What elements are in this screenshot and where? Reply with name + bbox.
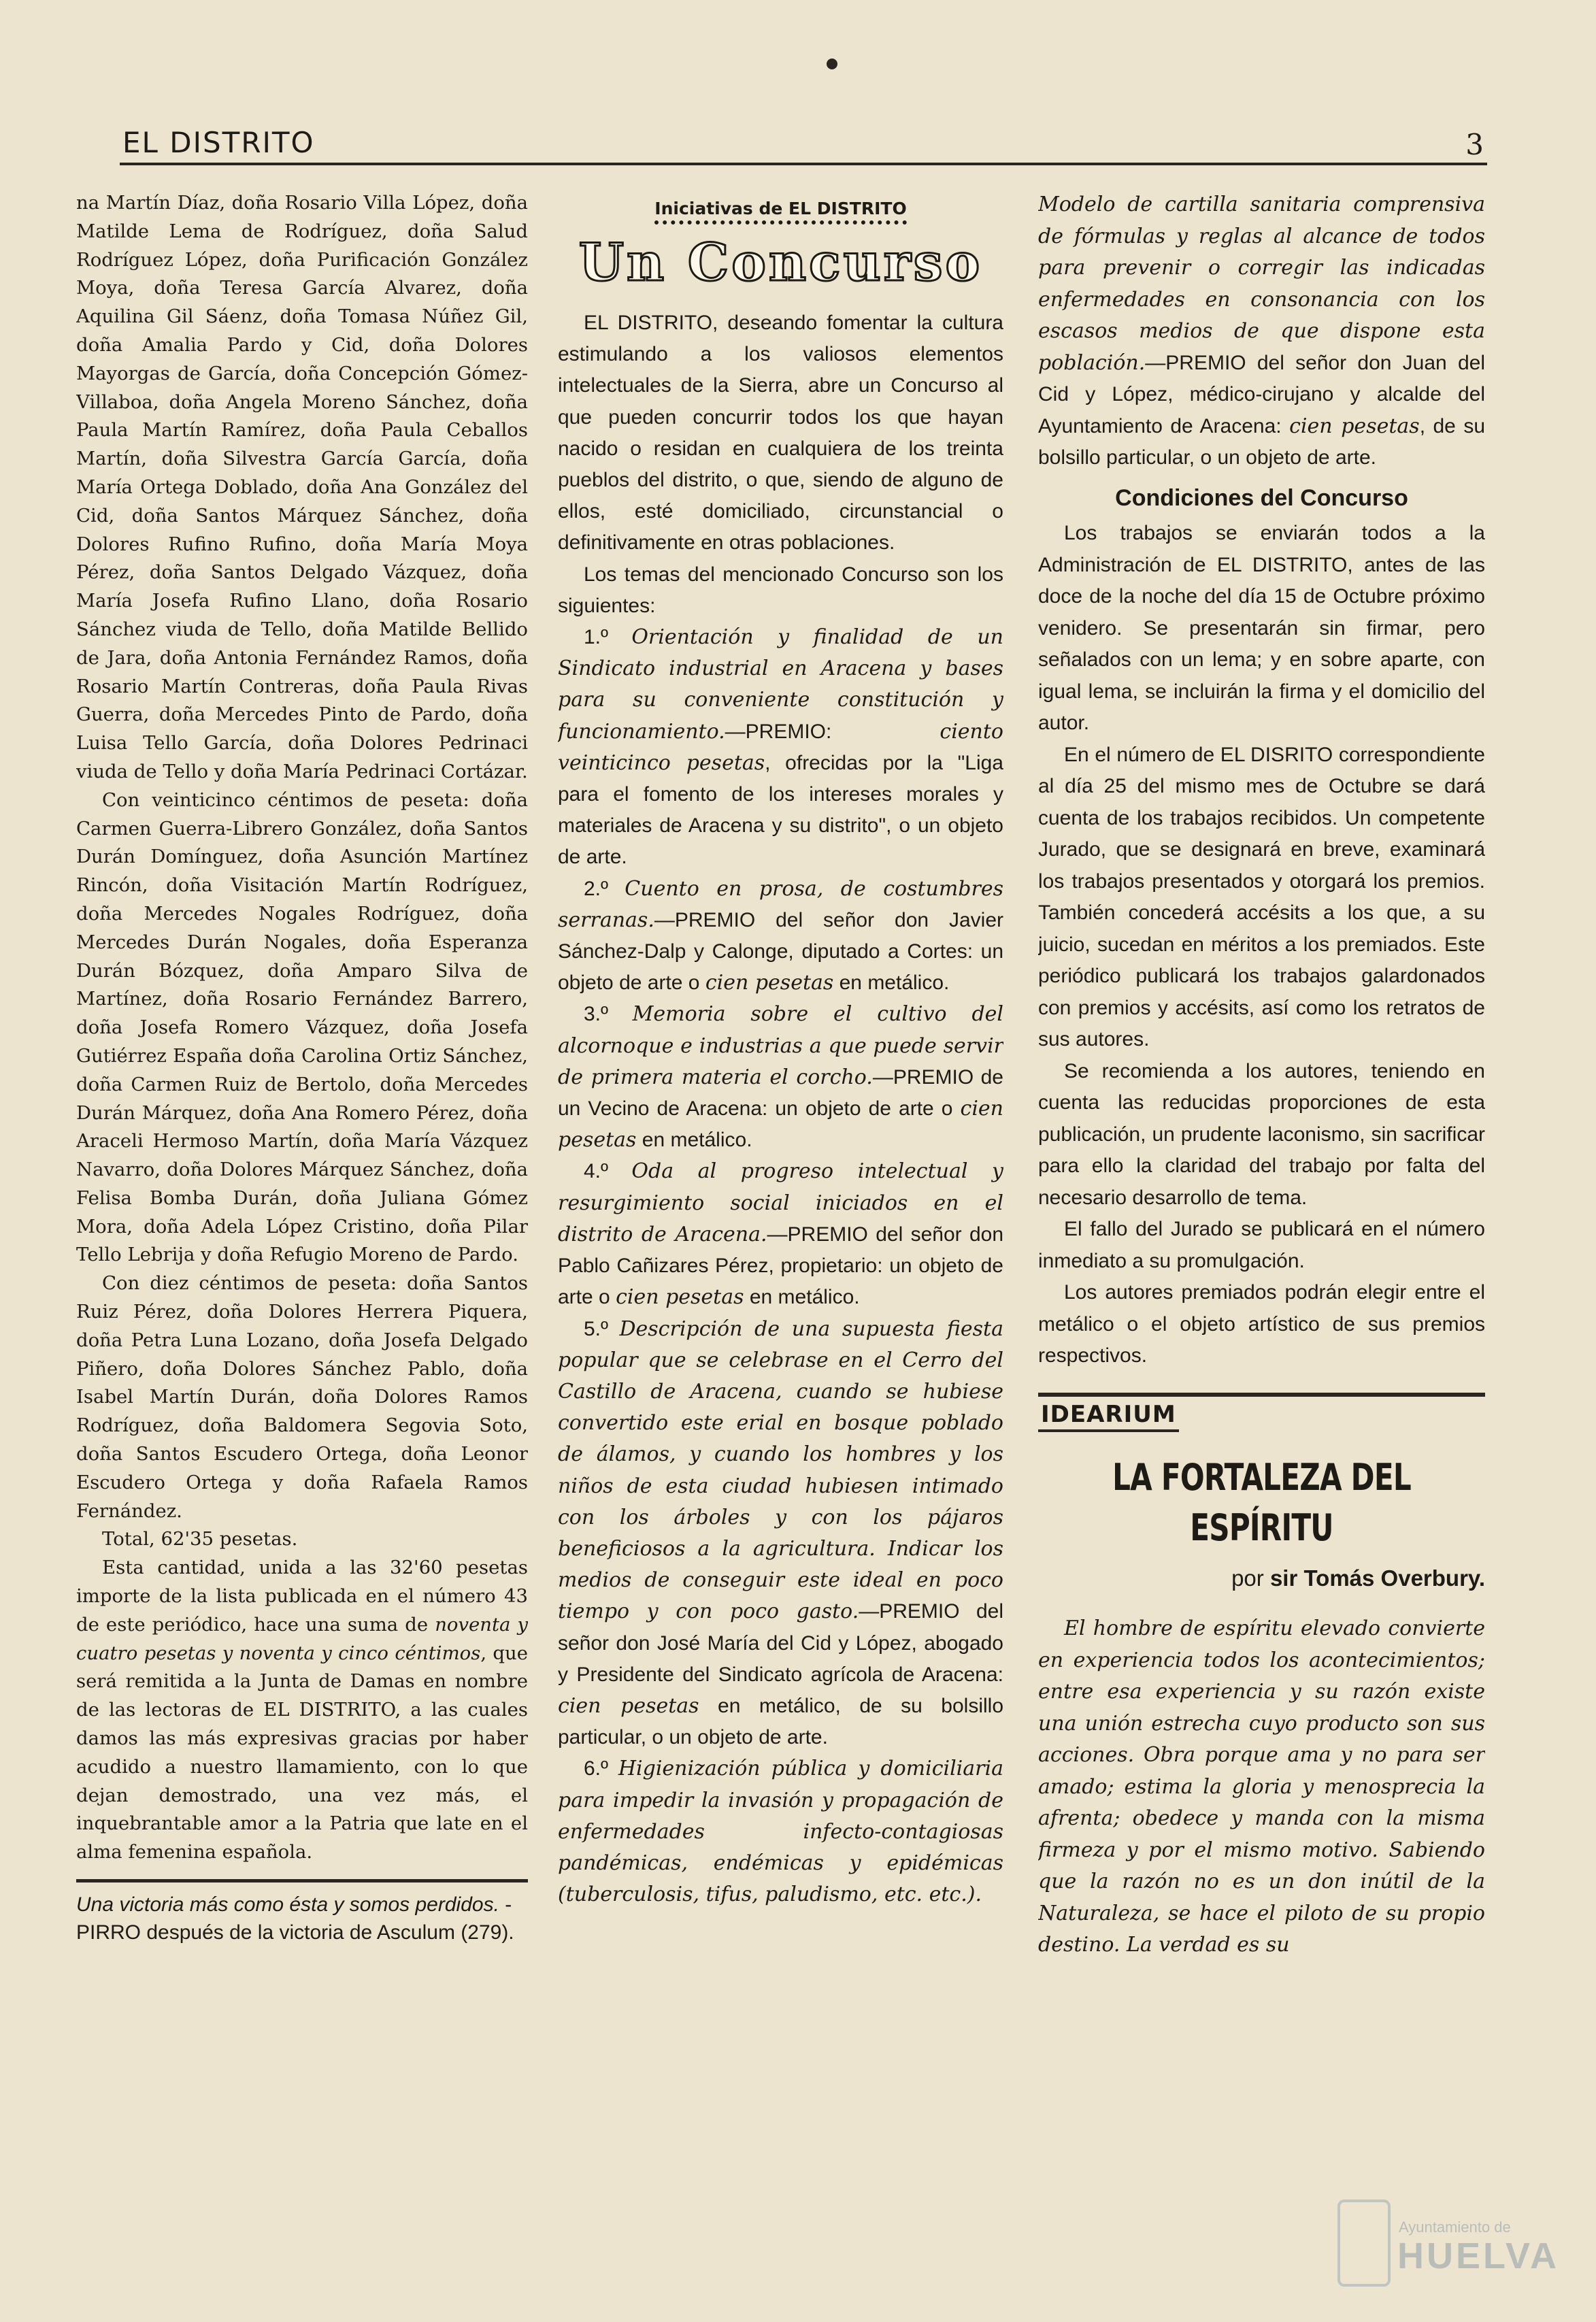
tema-6-continued: Modelo de cartilla sanitaria comprensiva de fórmulas y reglas al alcance de todos para prevenir o corregir las indicadas enfermedades en consonancia con los escasos medios de que dispone esta población.—PREMIO del señor don Juan del Cid y López, médico-cirujano y alcalde del Ayuntamiento de Aracena: cien pesetas, de su bolsillo particular, o un objeto de arte. bbox=[1038, 193, 1485, 469]
tema-6: 6.º Higienización pública y domiciliaria para impedir la invasión y propagación de enfermedades infecto-contagiosas pandémicas, endémicas y epidémicas (tuberculosis, tifus, paludismo, etc. etc.). bbox=[558, 1757, 1003, 1907]
donation-summary: Esta cantidad, unida a las 32'60 pesetas importe de la lista publicada en el número 43 de este periódico, hace una suma de noventa y cuatro pesetas y noventa y cinco céntimos, que será remitida a la Junta de Damas en nombre de las lectoras de EL DISTRITO, a las cuales damos las más expresivas gracias por haber acudido a nuestro llamamiento, con lo que dejan demostrado, una vez más, el inquebrantable amor a la Patria que late en el alma femenina española. bbox=[76, 1557, 528, 1863]
conditions-p3: Se recomienda a los autores, teniendo en cuenta las reducidas proporciones de esta publicación, un prudente laconismo, sin sacrificar para ello la claridad del trabajo por falta del necesario desarrollo de tema. bbox=[1038, 1059, 1485, 1209]
city-crest-icon bbox=[1337, 2200, 1391, 2287]
section-label-idearium: IDEARIUM bbox=[1038, 1399, 1179, 1432]
conditions-p5: Los autores premiados podrán elegir entre el metálico o el objeto artístico de sus premios respectivos. bbox=[1038, 1281, 1485, 1367]
conditions-p2: En el número de EL DISRITO correspondiente al día 25 del mismo mes de Octubre se dará cuenta de los trabajos recibidos. Un competente Jurado, que se designará en breve, examinará los trabajos presentados y otorgará los premios. También concederá accésits a los que, a su juicio, sucedan en méritos a los premiados. Este periódico publicará los trabajos galardonados con premios y accésits, así como los retratos de sus autores. bbox=[1038, 743, 1485, 1050]
header-rule bbox=[120, 163, 1487, 165]
masthead-title: EL DISTRITO bbox=[122, 126, 315, 159]
column-right bbox=[1038, 189, 1485, 2149]
column-middle bbox=[558, 189, 1003, 2149]
section-divider bbox=[1038, 1393, 1485, 1397]
tema-4: 4.º Oda al progreso intelectual y resurgimiento social iniciados en el distrito de Aracena.—PREMIO del señor don Pablo Cañizares Pérez, propietario: un objeto de arte o cien pesetas en metálico. bbox=[558, 1159, 1003, 1310]
article-title-fortaleza: LA FORTALEZA DEL ESPÍRITU bbox=[1112, 1455, 1411, 1549]
watermark-line2: HUELVA bbox=[1397, 2236, 1559, 2276]
ink-dot bbox=[827, 59, 837, 69]
conditions-heading: Condiciones del Concurso bbox=[1115, 484, 1408, 511]
article-byline: por sir Tomás Overbury. bbox=[1231, 1565, 1485, 1591]
tema-1: 1.º Orientación y finalidad de un Sindicato industrial en Aracena y bases para su conveniente constitución y funcionamiento.—PREMIO: ciento veinticinco pesetas, ofrecidas por la "Liga para el fomento de los intereses morales y materiales de Aracena y su distrito", o un objeto de arte. bbox=[558, 625, 1003, 869]
huelva-watermark bbox=[1337, 2193, 1559, 2295]
article-body-fortaleza: El hombre de espíritu elevado convierte en experiencia todos los acontecimientos; entre esa experiencia y su razón existe una unión estrecha cuyo producto son sus acciones. Obra porque ama y no para ser amado; estima la gloria y menosprecia la afrenta; obedece y manda con la misma firmeza y por el mismo motivo. Sabiendo que la razón no es un don inútil de la Naturaleza, se hace el piloto de su propio destino. La verdad es su bbox=[1038, 1616, 1485, 1957]
donor-list-25-centimos: Con veinticinco céntimos de peseta: doña Carmen Guerra-Librero González, doña Santos Durán Domínguez, doña Asunción Martínez Rincón, doña Visitación Martín Rodríguez, doña Mercedes Nogales Rodríguez, doña Mercedes Durán Nogales, doña Esperanza Durán Bózquez, doña Amparo Silva de Martínez, doña Rosario Fernández Barrero, doña Josefa Romero Vázquez, doña Josefa Gutiérrez España doña Carolina Ortiz Sánchez, doña Carmen Ruiz de Bertolo, doña Mercedes Durán Márquez, doña Ana Romero Pérez, doña Araceli Hermoso Martín, doña María Vázquez Navarro, doña Dolores Márquez Sánchez, doña Felisa Bomba Durán, doña Juliana Gómez Mora, doña Adela López Cristino, doña Pilar Tello Lebrija y doña Refugio Moreno de Pardo. bbox=[76, 789, 528, 1266]
temas-intro: Los temas del mencionado Concurso son los siguientes: bbox=[558, 563, 1003, 617]
conditions-p1: Los trabajos se enviarán todos a la Administración de EL DISTRITO, antes de las doce de la noche del día 15 de Octubre próximo venidero. Se presentarán sin firmar, pero señalados con un lema; y en sobre aparte, con igual lema, se incluirán la firma y el domicilio del autor. bbox=[1038, 522, 1485, 734]
conditions-p4: El fallo del Jurado se publicará en el número inmediato a su promulgación. bbox=[1038, 1218, 1485, 1272]
article-title-concurso: Un Concurso bbox=[578, 232, 983, 293]
watermark-line1: Ayuntamiento de bbox=[1399, 2219, 1511, 2236]
column-left bbox=[76, 189, 528, 2149]
donor-list-10-centimos: Con diez céntimos de peseta: doña Santos Ruiz Pérez, doña Dolores Herrera Piquera, doña Petra Luna Lozano, doña Josefa Delgado Piñero, doña Dolores Sánchez Pablo, doña Isabel Martín Durán, doña Dolores Ramos Rodríguez, doña Baldomera Segovia Soto, doña Santos Escudero Ortega, doña Leonor Escudero Ortega y doña Rafaela Ramos Fernández. bbox=[76, 1272, 528, 1522]
tema-3: 3.º Memoria sobre el cultivo del alcornoque e industrias a que puede servir de primera materia el corcho.—PREMIO de un Vecino de Aracena: un objeto de arte o cien pesetas en metálico. bbox=[558, 1002, 1003, 1152]
page-number: 3 bbox=[1465, 128, 1484, 161]
section-kicker: Iniciativas de EL DISTRITO bbox=[654, 199, 906, 225]
donor-list-continued: na Martín Díaz, doña Rosario Villa López, doña Matilde Lema de Rodríguez, doña Salud Rodríguez López, doña Purificación González Moya, doña Teresa García Alvarez, doña Aquilina Gil Sáenz, doña Tomasa Núñez Gil, doña Amalia Pardo y Cid, doña Dolores Mayorgas de García, doña Concepción Gómez-Villaboa, doña Angela Moreno Sánchez, doña Paula Martín Ramírez, doña Paula Ceballos Martín, doña Silvestra García García, doña María Ortega Doblado, doña Ana González del Cid, doña Santos Márquez Sánchez, doña Dolores Rufino Rufino, doña María Moya Pérez, doña Santos Delgado Vázquez, doña María Josefa Rufino Llano, doña Rosario Sánchez viuda de Tello, doña Matilde Bellido de Jara, doña Antonia Fernández Ramos, doña Rosario Martín Contreras, doña Paula Rivas Guerra, doña Mercedes Pinto de Pardo, doña Luisa Tello García, doña Dolores Pedrinaci viuda de Tello y doña María Pedrinaci Cortázar. bbox=[76, 192, 528, 782]
quote-divider bbox=[76, 1879, 528, 1883]
tema-5: 5.º Descripción de una supuesta fiesta popular que se celebrase en el Cerro del Castillo de Aracena, cuando se hubiese convertido este erial en bosque poblado de álamos, y cuando los hombres y los niños de esta ciudad hubiesen intimado con los árboles y con los pájaros beneficiosos a la agricultura. Indicar los medios de conseguir este ideal en poco tiempo y con poco gasto.—PREMIO del señor don José María del Cid y López, abogado y Presidente del Sindicato agrícola de Aracena: cien pesetas en metálico, de su bolsillo particular, o un objeto de arte. bbox=[558, 1316, 1003, 1749]
pyrrhus-quote: Una victoria más como ésta y somos perdidos. - PIRRO después de la victoria de Asculum (279). bbox=[76, 1893, 514, 1944]
tema-2: 2.º Cuento en prosa, de costumbres serranas.—PREMIO del señor don Javier Sánchez-Dalp y Calonge, diputado a Cortes: un objeto de arte o cien pesetas en metálico. bbox=[558, 876, 1003, 995]
donation-total: Total, 62'35 pesetas. bbox=[102, 1528, 298, 1550]
concurso-intro: EL DISTRITO, deseando fomentar la cultura estimulando a los valiosos elementos intelectuales de la Sierra, abre un Concurso al que pueden concurrir todos los que hayan nacido o residan en cualquiera de los treinta pueblos del distrito, o que, siendo de alguno de ellos, esté domiciliado, circunstancial o definitivamente en otras poblaciones. bbox=[558, 312, 1003, 554]
